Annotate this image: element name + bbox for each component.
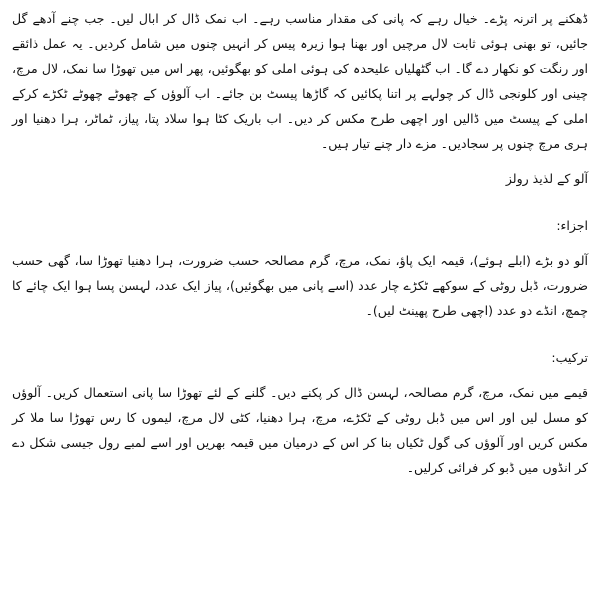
recipe-title: آلو کے لذیذ رولز [505,171,588,186]
intro-paragraph: ڈھکنے پر اترنہ پڑے۔ خیال رہے کہ پانی کی مقدار مناسب رہے۔ اب نمک ڈال کر ابال لیں۔ جب چنے آدھے گل جائیں، تو بھنی ہوئی ثابت لال مرچیں اور بھنا ہوا زیرہ پیس کر انہیں چنوں میں شامل کردیں۔ یہ عمل ذائقے اور رنگت کو نکھار دے گا۔ اب گٹھلیاں علیحدہ کی ہوئی املی کو بھگوئیں، پھر اس میں تھوڑا سا نمک، لال مرچ، چینی اور کلونجی ڈال کر چولہے پر اتنا پکائیں کہ گاڑھا پیسٹ بن جائے۔ اب آلوؤں کے چھوٹے چھوٹے ٹکڑے کرکے املی کے پیسٹ میں ڈالیں اور اچھی طرح مکس کر دیں۔ اب باریک کٹا ہوا سلاد پتا، پیاز، ٹماٹر، ہرا دھنیا اور ہری مرچ چنوں پر سجادیں۔ مزے دار چنے تیار ہیں۔ [12,11,588,151]
spacer [12,238,588,248]
spacer [12,370,588,380]
spacer [12,156,588,166]
method-heading: ترکیب: [551,350,588,365]
ingredients-heading: اجزاء: [556,218,588,233]
method-paragraph: قیمے میں نمک، مرچ، گرم مصالحہ، لہسن ڈال کر پکنے دیں۔ گلنے کے لئے تھوڑا سا پانی استعمال کریں۔ آلوؤں کو مسل لیں اور اس میں ڈبل روٹی کے ٹکڑے، مرچ، ہرا دھنیا، کٹی لال مرچ، لیموں کا رس تھوڑا سا ملا کر مکس کریں اور آلوؤں کی گول ٹکیاں بنا کر اس کے درمیان میں قیمہ بھریں اور اسے لمبے رول جیسی شکل دے کر انڈوں میں ڈبو کر فرائی کرلیں۔ [12,385,588,475]
ingredients-paragraph: آلو دو بڑے (ابلے ہوئے)، قیمہ ایک پاؤ، نمک، مرچ، گرم مصالحہ حسب ضرورت، ہرا دھنیا تھوڑا سا، گھی حسب ضرورت، ڈبل روٹی کے سوکھے ٹکڑے چار عدد (اسے پانی میں بھگوئیں)، پیاز ایک عدد، لہسن پسا ہوا ایک چائے کا چمچ، انڈے دو عدد (اچھی طرح پھینٹ لیں)۔ [12,253,588,318]
spacer [12,323,588,345]
bottom-fade [0,590,600,600]
spacer [12,191,588,213]
